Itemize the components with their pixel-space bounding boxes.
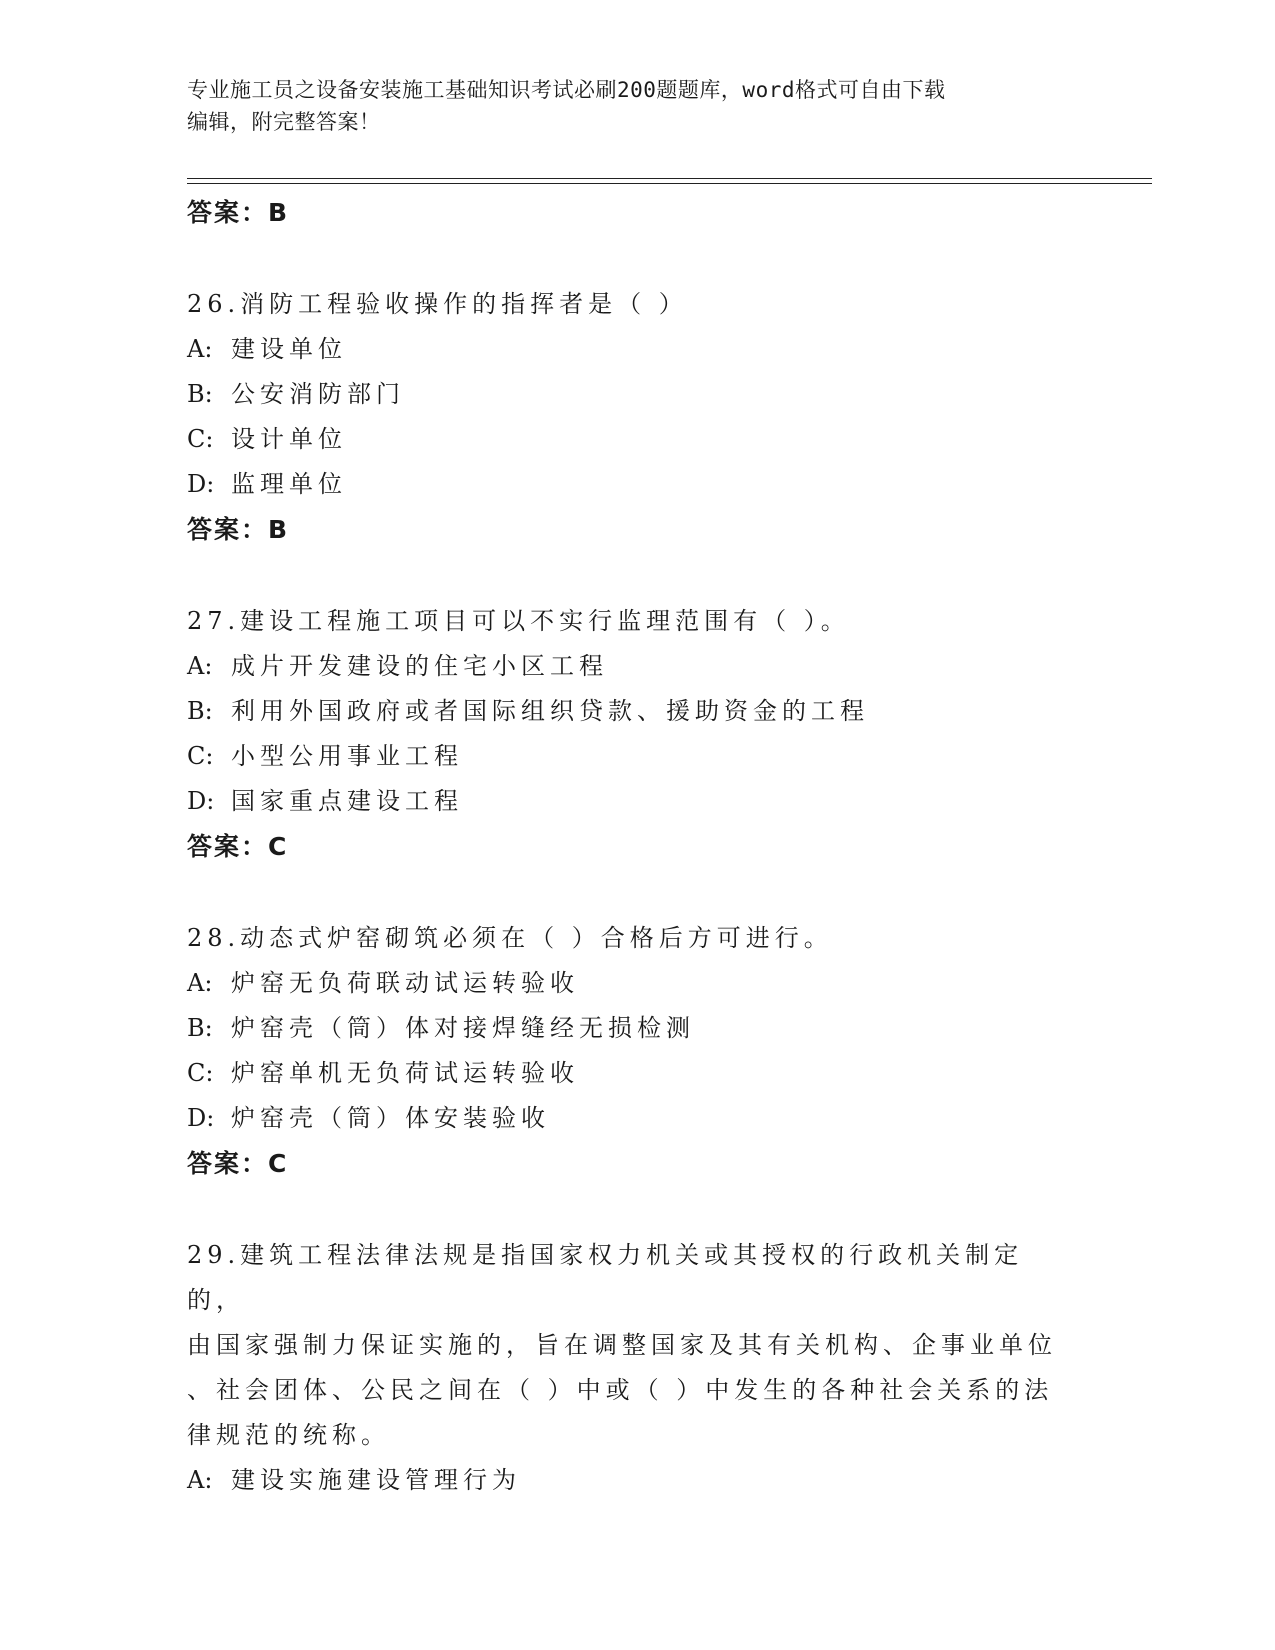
option-b [187,372,1067,417]
option-key: A: [187,335,213,363]
answer-label: 答案： [187,198,269,227]
option-text: 国家重点建设工程 [231,787,463,815]
option-text: 设计单位 [231,425,347,453]
header-line-1: 专业施工员之设备安装施工基础知识考试必刷200题题库，word格式可自由下载 [187,78,946,102]
answer-line [187,824,1067,869]
option-text: 炉窑壳（筒）体安装验收 [231,1104,550,1132]
option-d [187,779,1067,824]
option-text: 小型公用事业工程 [231,742,463,770]
answer-line [187,190,1067,235]
header-divider-double [187,183,1152,184]
option-key: A: [187,969,213,997]
option-text: 炉窑无负荷联动试运转验收 [231,969,579,997]
question-list [187,190,1067,1503]
option-a [187,961,1067,1006]
answer-label: 答案： [187,515,269,544]
answer-label: 答案： [187,832,269,861]
question-stem: 27.建设工程施工项目可以不实行监理范围有（ ）。 [187,607,850,635]
question-stem-line: 29.建筑工程法律法规是指国家权力机关或其授权的行政机关制定的， [187,1241,1024,1314]
option-b [187,1006,1067,1051]
option-key: B: [187,1014,213,1042]
option-text: 建设实施建设管理行为 [231,1466,521,1494]
option-a [187,327,1067,372]
option-a [187,644,1067,689]
option-key: B: [187,697,213,725]
option-text: 利用外国政府或者国际组织贷款、援助资金的工程 [231,697,869,725]
answer-value: C [268,1149,289,1178]
question-stem: 26.消防工程验收操作的指挥者是（ ） [187,290,688,318]
header-divider [187,178,1152,179]
option-key: C: [187,1059,214,1087]
question-stem: 28.动态式炉窑砌筑必须在（ ）合格后方可进行。 [187,924,833,952]
option-a [187,1458,1067,1503]
option-d [187,1096,1067,1141]
option-d [187,462,1067,507]
option-text: 公安消防部门 [231,380,405,408]
answer-line [187,507,1067,552]
question-stem-line: 由国家强制力保证实施的，旨在调整国家及其有关机构、企事业单位 [187,1331,1057,1359]
page-header [187,74,1067,138]
option-key: C: [187,742,214,770]
option-key: D: [187,787,215,815]
option-key: C: [187,425,214,453]
option-text: 监理单位 [231,470,347,498]
option-text: 成片开发建设的住宅小区工程 [231,652,608,680]
answer-line [187,1141,1067,1186]
option-text: 炉窑单机无负荷试运转验收 [231,1059,579,1087]
option-text: 炉窑壳（筒）体对接焊缝经无损检测 [231,1014,695,1042]
answer-value: B [268,198,290,227]
option-c [187,734,1067,779]
question-stem-line: 律规范的统称。 [187,1421,390,1449]
option-text: 建设单位 [231,335,347,363]
header-line-2: 编辑，附完整答案！ [187,110,381,134]
option-key: D: [187,470,215,498]
question-stem-line: 、社会团体、公民之间在（ ）中或（ ）中发生的各种社会关系的法 [187,1376,1054,1404]
option-key: A: [187,652,213,680]
answer-label: 答案： [187,1149,269,1178]
answer-value: C [268,832,289,861]
option-key: D: [187,1104,215,1132]
option-c [187,1051,1067,1096]
option-c [187,417,1067,462]
option-key: B: [187,380,213,408]
option-b [187,689,1067,734]
option-key: A: [187,1466,213,1494]
answer-value: B [268,515,290,544]
